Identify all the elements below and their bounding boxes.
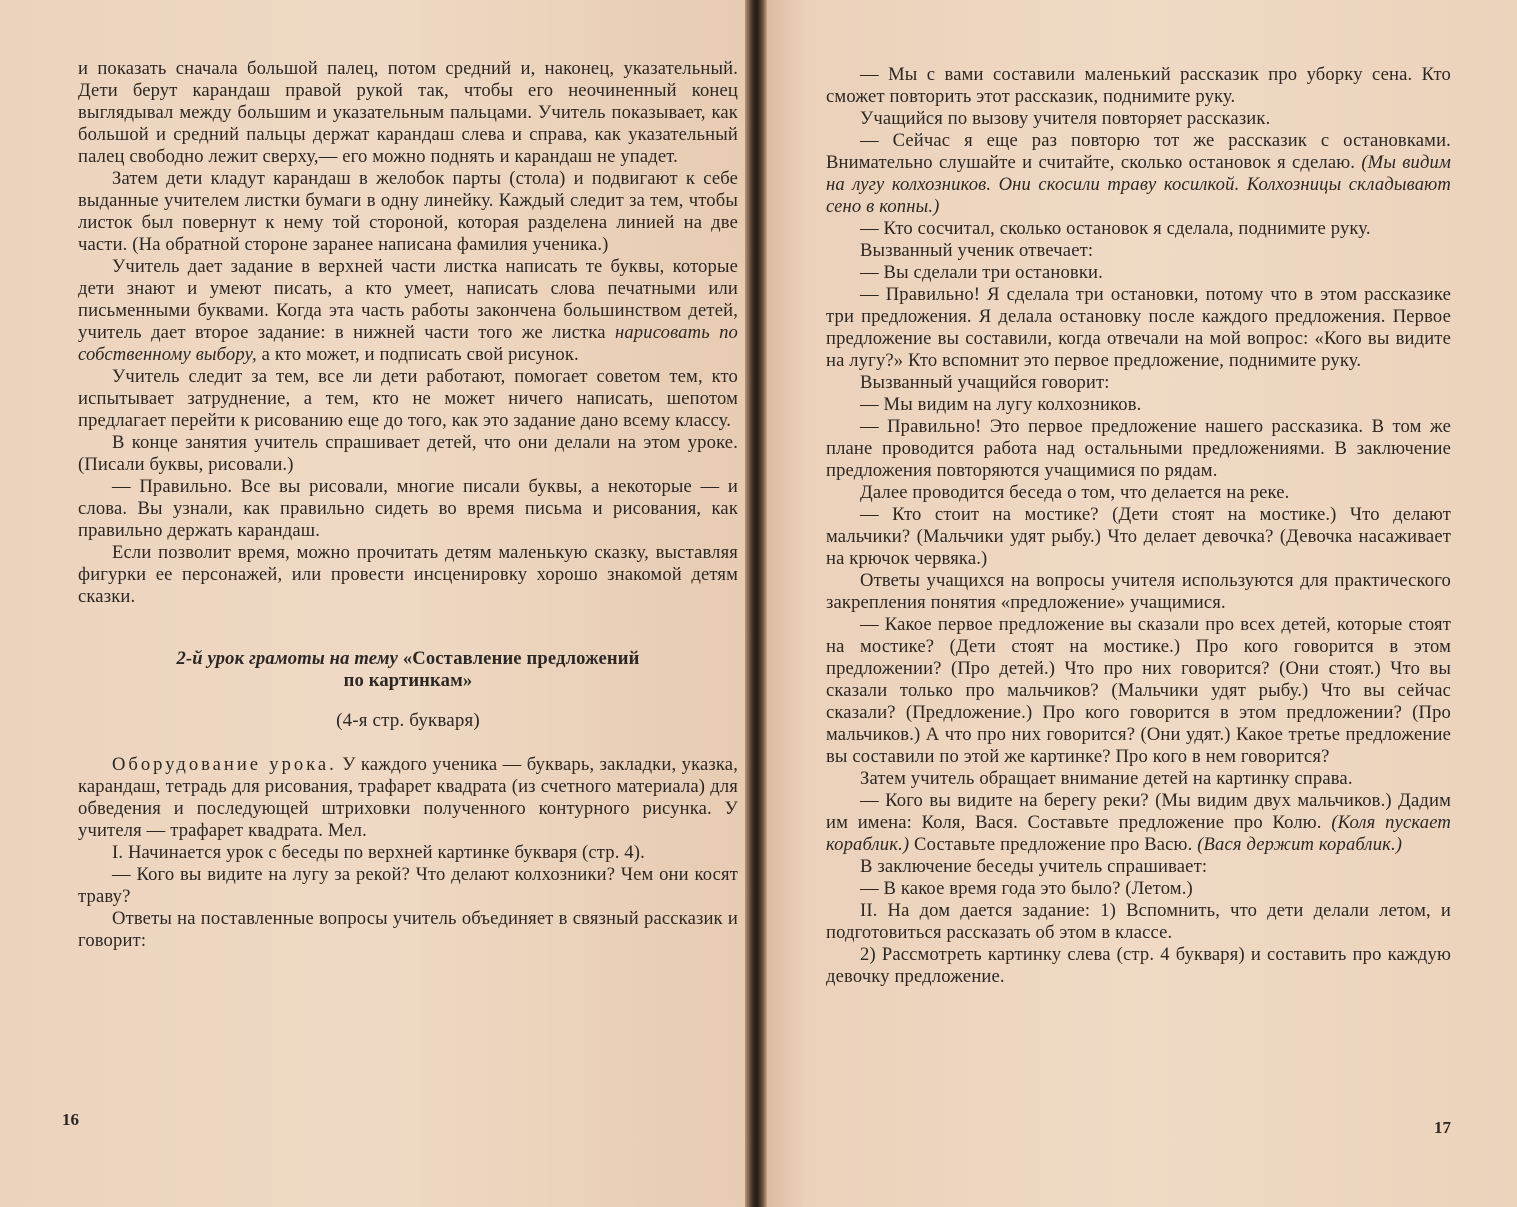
left-page bbox=[0, 0, 753, 1207]
paragraph bbox=[78, 754, 738, 842]
paragraph bbox=[78, 256, 738, 366]
paragraph-text: Учитель дает задание в верхней части листка написать те буквы, которые дети знают и умеют писать, а кто умеет, написать слова печатными или письменными буквами. Когда эта часть работы закончена большинством детей, учитель дает второе задание: в нижней части того же листка bbox=[78, 256, 738, 343]
paragraph: Учитель следит за тем, все ли дети работают, помогает советом тем, кто испытывает затруднение, а тем, кто не может ничего написать, шепотом предлагает перейти к рисованию еще до того, как это задание дано всему классу. bbox=[78, 366, 738, 431]
paragraph: Учащийся по вызову учителя повторяет рассказик. bbox=[860, 108, 1271, 129]
paragraph: Вызванный учащийся говорит: bbox=[860, 372, 1110, 393]
page-number: 16 bbox=[62, 1110, 79, 1129]
heading-italic: 2-й урок грамоты на тему bbox=[176, 648, 398, 669]
paragraph: и показать сначала большой палец, потом средний и, наконец, указательный. Дети берут карандаш правой рукой так, чтобы его неочиненный конец выглядывал между большим и указательным пальцами. Учитель показывает, как большой и средний пальцы держат карандаш слева и справа, как указательный палец свободно лежит сверху,— его можно поднять и карандаш не упадет. bbox=[78, 58, 738, 167]
paragraph: II. На дом дается задание: 1) Вспомнить, что дети делали летом, и подготовиться рассказать об этом в классе. bbox=[826, 900, 1451, 943]
right-page-text bbox=[826, 64, 1451, 988]
book-gutter bbox=[745, 0, 767, 1207]
equipment-label: Оборудование урока. bbox=[112, 754, 337, 775]
paragraph: — Вы сделали три остановки. bbox=[860, 262, 1103, 283]
paragraph: — Мы с вами составили маленький рассказик про уборку сена. Кто сможет повторить этот рассказик, поднимите руку. bbox=[826, 64, 1451, 107]
paragraph: В заключение беседы учитель спрашивает: bbox=[860, 856, 1208, 877]
heading-line bbox=[78, 648, 738, 670]
paragraph: I. Начинается урок с беседы по верхней картинке букваря (стр. 4). bbox=[112, 842, 645, 863]
paragraph-text: — Сейчас я еще раз повторю тот же рассказик с остановками. Внимательно слушайте и считайте, сколько остановок я сделаю. bbox=[826, 130, 1451, 173]
heading-bold: «Составление предложений bbox=[402, 648, 640, 669]
italic-phrase: (Коля пускает кораблик.) bbox=[826, 812, 1451, 855]
heading-bold: по картинкам» bbox=[343, 670, 473, 691]
paragraph bbox=[826, 790, 1451, 856]
paragraph-text: — Кого вы видите на берегу реки? (Мы видим двух мальчиков.) Дадим им имена: Коля, Вася. Составьте предложение про Колю. bbox=[826, 790, 1451, 833]
italic-phrase: (Мы видим на лугу колхозников. Они скосили траву косилкой. Колхозницы складывают сено в копны.) bbox=[826, 152, 1451, 217]
paragraph: — Правильно! Я сделала три остановки, потому что в этом рассказике три предложения. Я делала остановку после каждого предложения. Первое предложение вы составили, когда отвечали на мой вопрос: «Кого вы видите на лугу?» Кто вспомнит это первое предложение, поднимите руку. bbox=[826, 284, 1451, 371]
paragraph-text: У каждого ученика — букварь, закладки, указка, карандаш, тетрадь для рисования, трафарет квадрата (из счетного материала) для обведения и последующей штриховки полученного контурного рисунка. У учителя — трафарет квадрата. Мел. bbox=[78, 754, 738, 841]
paragraph: Вызванный ученик отвечает: bbox=[860, 240, 1094, 261]
spacer bbox=[78, 732, 738, 754]
lesson-heading bbox=[78, 648, 738, 692]
paragraph: Затем учитель обращает внимание детей на картинку справа. bbox=[860, 768, 1353, 789]
paragraph: — Кого вы видите на лугу за рекой? Что делают колхозники? Чем они косят траву? bbox=[78, 864, 738, 907]
lesson-subheading: (4-я стр. букваря) bbox=[336, 710, 480, 731]
paragraph: Далее проводится беседа о том, что делается на реке. bbox=[860, 482, 1290, 503]
paragraph: В конце занятия учитель спрашивает детей, что они делали на этом уроке. (Писали буквы, рисовали.) bbox=[78, 432, 738, 475]
paragraph: — Какое первое предложение вы сказали про всех детей, которые стоят на мостике? (Дети стоят на мостике.) Про кого говорится в этом предложении? (Про детей.) Что про них говорится? (Они стоят.) Что вы сказали только про мальчиков? (Мальчики удят рыбу.) Что вы сейчас сказали? (Предложение.) Про кого говорится в этом предложении? (Про мальчиков.) А что про них говорится? (Они удят.) Какое третье предложение вы составили по этой же картинке? Про кого в нем говорится? bbox=[826, 614, 1451, 767]
paragraph: 2) Рассмотреть картинку слева (стр. 4 букваря) и составить про каждую девочку предложение. bbox=[826, 944, 1451, 987]
paragraph: — В какое время года это было? (Летом.) bbox=[860, 878, 1193, 899]
paragraph-text: а кто может, и подписать свой рисунок. bbox=[256, 344, 579, 365]
paragraph: — Мы видим на лугу колхозников. bbox=[860, 394, 1142, 415]
paragraph: — Кто сосчитал, сколько остановок я сделала, поднимите руку. bbox=[860, 218, 1371, 239]
paragraph bbox=[826, 130, 1451, 218]
paragraph: Затем дети кладут карандаш в желобок парты (стола) и подвигают к себе выданные учителем листки бумаги в одну линейку. Каждый следит за тем, чтобы листок был повернут к нему той стороной, которая разделена линией на две части. (На обратной стороне заранее написана фамилия ученика.) bbox=[78, 168, 738, 255]
paragraph: Ответы на поставленные вопросы учитель объединяет в связный рассказик и говорит: bbox=[78, 908, 738, 951]
paragraph: — Правильно. Все вы рисовали, многие писали буквы, а некоторые — и слова. Вы узнали, как правильно сидеть во время письма и рисования, как правильно держать карандаш. bbox=[78, 476, 738, 541]
paragraph: Если позволит время, можно прочитать детям маленькую сказку, выставляя фигурки ее персонажей, или провести инсценировку хорошо знакомой детям сказки. bbox=[78, 542, 738, 607]
italic-phrase: нарисовать по собственному выбору, bbox=[78, 322, 738, 365]
paragraph-text: Составьте предложение про Васю. bbox=[909, 834, 1198, 855]
paragraph: — Кто стоит на мостике? (Дети стоят на мостике.) Что делают мальчики? (Мальчики удят рыбу.) Что делает девочка? (Девочка насаживает на крючок червяка.) bbox=[826, 504, 1451, 569]
page-number: 17 bbox=[1434, 1118, 1451, 1137]
left-page-text bbox=[78, 58, 738, 952]
paragraph: Ответы учащихся на вопросы учителя используются для практического закрепления понятия «предложение» учащимися. bbox=[826, 570, 1451, 613]
spacer bbox=[78, 608, 738, 630]
right-page bbox=[760, 0, 1517, 1207]
paragraph: — Правильно! Это первое предложение нашего рассказика. В том же плане проводится работа над остальными предложениями. В заключение предложения повторяются учащимися по рядам. bbox=[826, 416, 1451, 481]
italic-phrase: (Вася держит кораблик.) bbox=[1197, 834, 1403, 855]
